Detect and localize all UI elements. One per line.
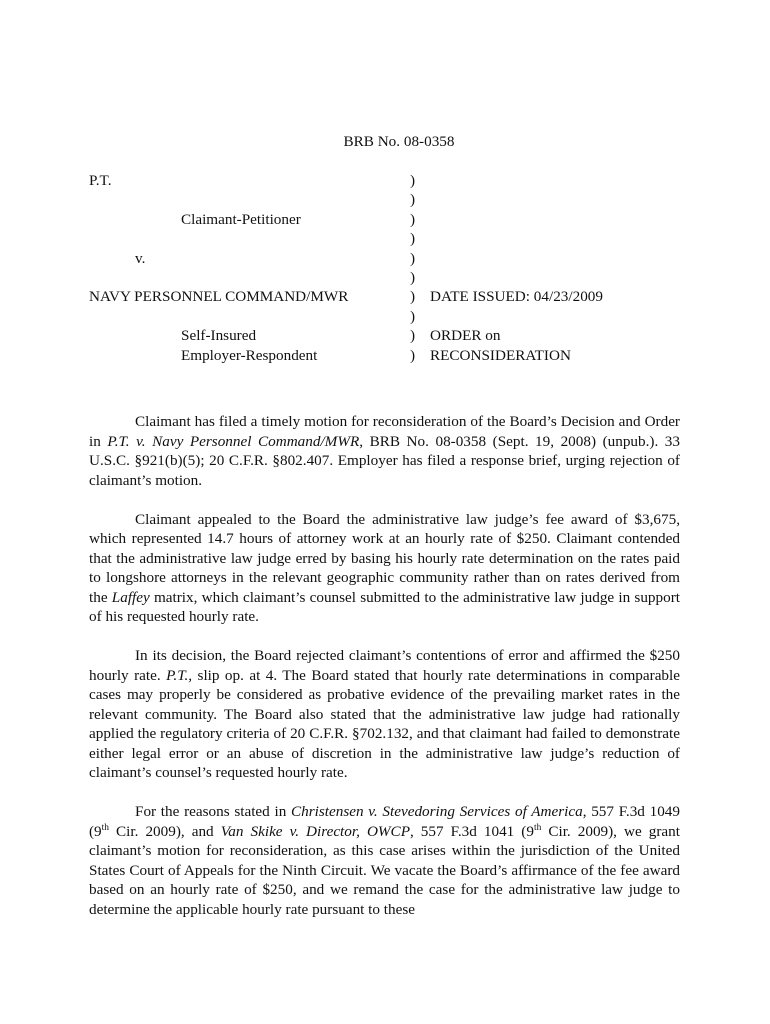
respondent-role-line1: Self-Insured	[181, 327, 257, 345]
petitioner-role: Claimant-Petitioner	[181, 210, 301, 228]
caption-paren: )	[410, 268, 416, 286]
caption-paren: )	[410, 249, 416, 267]
paragraph-4-text-a: For the reasons stated in	[135, 803, 292, 820]
paragraph-4	[89, 802, 680, 919]
case-number: BRB No. 08-0358	[343, 133, 455, 150]
caption-paren: )	[410, 191, 416, 209]
respondent-name: NAVY PERSONNEL COMMAND/MWR	[89, 288, 349, 306]
caption-row-10	[0, 346, 770, 365]
paragraph-1-text-b: , BRB No. 08-0358 (Sept. 19, 2008) (unpub.). 33 U.S.C. §921(b)(5); 20 C.F.R. §802.407. Employer has filed a response brief, urging rejection of claimant’s motion.	[89, 432, 680, 489]
order-title-line2: RECONSIDERATION	[430, 346, 571, 364]
order-title-line1: ORDER on	[430, 327, 501, 345]
respondent-role-line2: Employer-Respondent	[181, 346, 318, 364]
caption-paren: )	[410, 288, 416, 306]
paragraph-3-text-b: slip op. at 4. The Board stated that hourly rate determinations in comparable cases may properly be considered as probative evidence of the prevailing market rates in the relevant community. The Board also stated that the administrative law judge had rationally applied the regulatory criteria of 20 C.F.R. §702.132, and that claimant had failed to demonstrate either legal error or an abuse of discretion in the administrative law judge’s reduction of claimant’s counsel’s requested hourly rate.	[89, 666, 680, 781]
paragraph-4-text-d: , 557 F.3d 1041 (9	[409, 822, 534, 840]
case-title-citation: P.T. v. Navy Personnel Command/MWR	[107, 432, 360, 450]
caption-paren: )	[410, 172, 416, 189]
caption-row-2	[0, 190, 770, 209]
caption-row-3	[0, 210, 770, 229]
caption-row-6	[0, 268, 770, 287]
order-body	[89, 412, 680, 919]
short-citation: P.T.,	[166, 666, 193, 684]
date-issued: DATE ISSUED: 04/23/2009	[430, 288, 603, 306]
caption-paren: )	[410, 307, 416, 325]
paragraph-1-text-a: Claimant has filed a timely motion for reconsideration of the Board’s Decision and Order in	[89, 413, 680, 450]
paragraph-4-text-c: Cir. 2009), and	[108, 822, 221, 840]
caption-row-1	[0, 171, 770, 190]
paragraph-2-text-b: matrix, which claimant’s counsel submitted to the administrative law judge in support of his requested hourly rate.	[89, 588, 680, 625]
ordinal-superscript: th	[101, 822, 109, 833]
caption-paren: )	[410, 210, 416, 228]
caption-paren: )	[410, 327, 416, 345]
case-caption	[0, 171, 770, 365]
paragraph-2-text-a: Claimant appealed to the Board the administrative law judge’s fee award of $3,675, which represented 14.7 hours of attorney work at an hourly rate of $250. Claimant contended that the administrative law judge erred by basing his hourly rate determination on the rates paid to longshore attorneys in the relevant geographic community rather than on rates derived from the	[89, 510, 680, 606]
caption-row-7	[0, 287, 770, 306]
petitioner-name: P.T.	[89, 172, 112, 189]
versus-label: v.	[135, 249, 146, 267]
caption-row-5	[0, 249, 770, 268]
caption-row-4	[0, 229, 770, 248]
paragraph-4-text-e: Cir. 2009), we grant claimant’s motion for reconsideration, as this case arises within the jurisdiction of the United States Court of Appeals for the Ninth Circuit. We vacate the Board’s affirmance of the fee award based on an hourly rate of $250, and we remand the case for the administrative law judge to determine the applicable hourly rate pursuant to these	[89, 822, 680, 918]
paragraph-1	[89, 412, 680, 490]
paragraph-4-text-b: , 557 F.3d 1049 (9	[89, 803, 680, 840]
paragraph-3	[89, 646, 680, 783]
van-skike-citation: Van Skike v. Director, OWCP	[220, 822, 410, 840]
caption-row-9	[0, 326, 770, 345]
caption-row-8	[0, 307, 770, 326]
laffey-citation: Laffey	[111, 588, 150, 606]
paragraph-3-text-a: In its decision, the Board rejected claimant’s contentions of error and affirmed the $250 hourly rate.	[89, 647, 680, 684]
paragraph-2	[89, 510, 680, 627]
caption-paren: )	[410, 346, 416, 364]
ordinal-superscript: th	[533, 822, 542, 833]
christensen-citation: Christensen v. Stevedoring Services of America	[291, 803, 583, 820]
caption-paren: )	[410, 230, 416, 248]
